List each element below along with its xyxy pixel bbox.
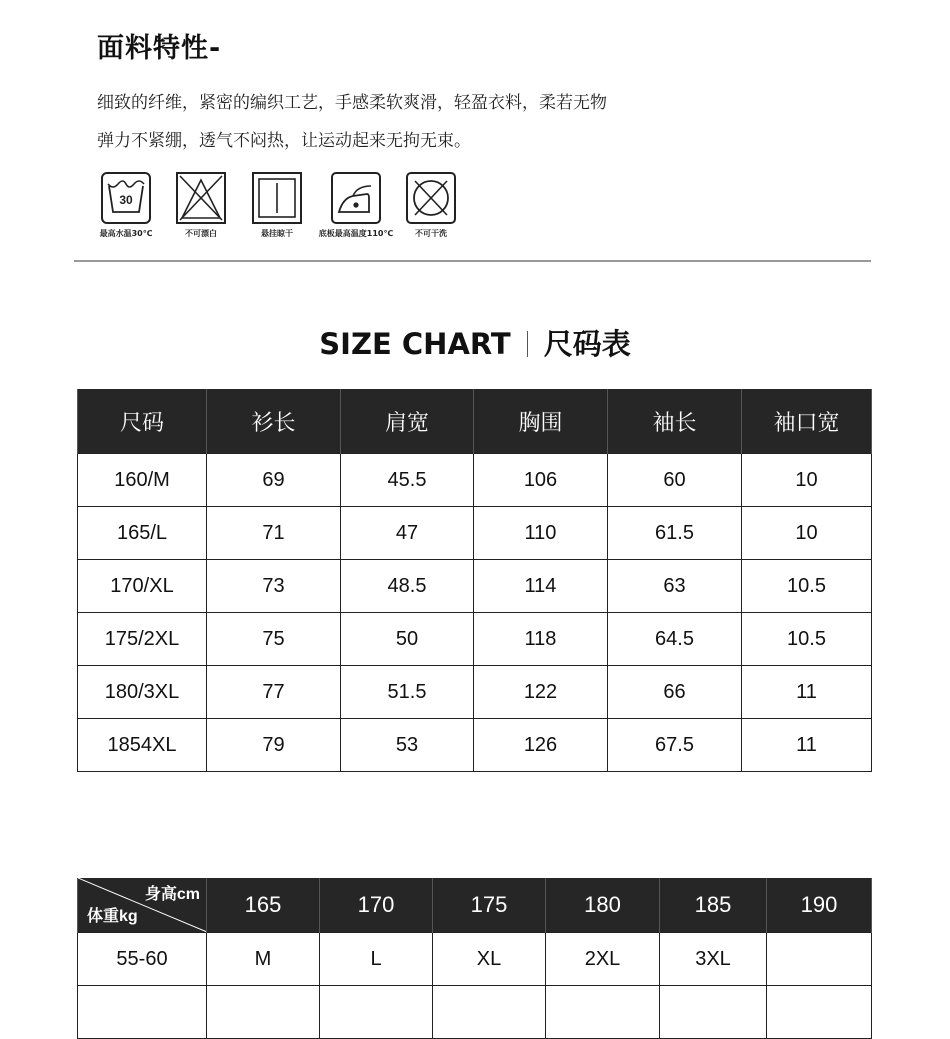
table-cell: 60 (608, 454, 742, 507)
table-cell: 1854XL (78, 719, 207, 772)
table-header-row (78, 878, 872, 933)
table-cell: 170/XL (78, 560, 207, 613)
table-cell (207, 986, 320, 1039)
column-header: 尺码 (78, 389, 207, 454)
care-item-dry (232, 172, 322, 239)
table-header-row (78, 389, 872, 454)
column-header: 衫长 (207, 389, 341, 454)
table-cell: 66 (608, 666, 742, 719)
table-cell (320, 986, 433, 1039)
table-cell: M (207, 933, 320, 986)
table-row (78, 507, 872, 560)
table-cell (767, 933, 872, 986)
table-cell: 3XL (660, 933, 767, 986)
table-cell (433, 986, 546, 1039)
column-header: 袖长 (608, 389, 742, 454)
table-cell: 79 (207, 719, 341, 772)
table-cell: 10 (742, 454, 872, 507)
table-cell: 75 (207, 613, 341, 666)
table-row (78, 560, 872, 613)
table-cell: 64.5 (608, 613, 742, 666)
table-row (78, 986, 872, 1039)
column-header: 190 (767, 878, 872, 933)
table-cell: 2XL (546, 933, 660, 986)
care-label: 最高水温30℃ (99, 229, 153, 238)
table-cell: 106 (474, 454, 608, 507)
care-label: 悬挂晾干 (261, 229, 293, 238)
column-header: 180 (546, 878, 660, 933)
column-header: 185 (660, 878, 767, 933)
table-row (78, 666, 872, 719)
table-cell: 69 (207, 454, 341, 507)
table-cell: 165/L (78, 507, 207, 560)
care-label: 底板最高温度110℃ (318, 229, 394, 238)
table-cell: L (320, 933, 433, 986)
weight-axis-label: 体重kg (87, 908, 138, 925)
size-chart-title-cn: 尺码表 (543, 327, 631, 361)
size-chart-table (77, 389, 872, 772)
table-cell: 114 (474, 560, 608, 613)
table-cell (767, 986, 872, 1039)
size-chart-title-en: SIZE CHART (319, 327, 511, 361)
table-row (78, 719, 872, 772)
table-cell: 126 (474, 719, 608, 772)
table-cell: 67.5 (608, 719, 742, 772)
wash-30-icon (101, 172, 151, 224)
section-divider (74, 260, 871, 262)
table-cell: 10.5 (742, 560, 872, 613)
table-cell: 48.5 (341, 560, 474, 613)
hang-dry-icon (252, 172, 302, 224)
care-label: 不可漂白 (185, 229, 217, 238)
table-cell: 118 (474, 613, 608, 666)
no-bleach-icon (176, 172, 226, 224)
care-label: 不可干洗 (415, 229, 447, 238)
no-dry-clean-icon (406, 172, 456, 224)
table-cell: 51.5 (341, 666, 474, 719)
table-cell: 175/2XL (78, 613, 207, 666)
column-header: 胸围 (474, 389, 608, 454)
table-cell: 61.5 (608, 507, 742, 560)
size-recommendation-table (77, 878, 872, 1039)
table-row (78, 613, 872, 666)
table-cell: 10.5 (742, 613, 872, 666)
table-cell (78, 986, 207, 1039)
table-cell: 50 (341, 613, 474, 666)
table-cell: 180/3XL (78, 666, 207, 719)
table-cell (660, 986, 767, 1039)
table-cell: XL (433, 933, 546, 986)
table-cell: 160/M (78, 454, 207, 507)
table-cell: 11 (742, 719, 872, 772)
wash-temperature: 30 (119, 193, 133, 207)
table-cell: 55-60 (78, 933, 207, 986)
column-header: 袖口宽 (742, 389, 872, 454)
column-header: 肩宽 (341, 389, 474, 454)
table-cell: 45.5 (341, 454, 474, 507)
table-cell: 10 (742, 507, 872, 560)
table-cell: 53 (341, 719, 474, 772)
care-item-dryclean (386, 172, 476, 239)
heading-separator (527, 331, 528, 357)
table-cell: 110 (474, 507, 608, 560)
table-row (78, 933, 872, 986)
column-header: 165 (207, 878, 320, 933)
table-cell: 47 (341, 507, 474, 560)
size-chart-heading (0, 322, 950, 363)
fabric-title: 面料特性- (97, 33, 222, 64)
column-header: 170 (320, 878, 433, 933)
table-cell: 77 (207, 666, 341, 719)
table-row (78, 454, 872, 507)
iron-110-icon (331, 172, 381, 224)
table-cell: 71 (207, 507, 341, 560)
table-cell: 73 (207, 560, 341, 613)
column-header: 175 (433, 878, 546, 933)
table-cell: 11 (742, 666, 872, 719)
height-axis-label: 身高cm (144, 886, 200, 903)
table-cell: 63 (608, 560, 742, 613)
table-cell: 122 (474, 666, 608, 719)
fabric-description-line-2: 弹力不紧绷，透气不闷热，让运动起来无拘无束。 (97, 131, 471, 151)
corner-header (78, 878, 207, 933)
table-cell (546, 986, 660, 1039)
fabric-description-line-1: 细致的纤维，紧密的编织工艺，手感柔软爽滑，轻盈衣料，柔若无物 (97, 93, 607, 113)
